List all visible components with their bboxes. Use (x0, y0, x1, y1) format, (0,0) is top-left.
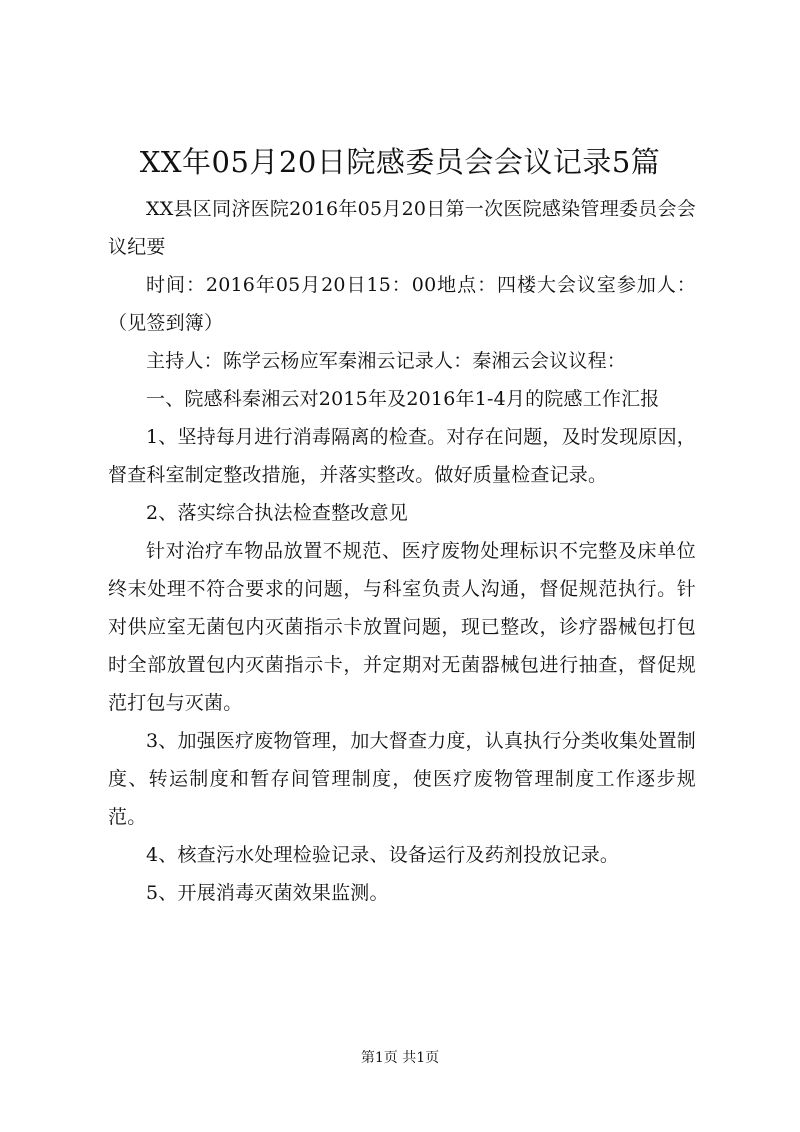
paragraph-point-5: 5、开展消毒灭菌效果监测。 (146, 882, 389, 904)
paragraph-meeting-header: XX县区同济医院2016年05月20日第一次医院感染管理委员会会议纪要 (108, 198, 696, 258)
paragraph-agenda-item-1: 一、院感科秦湘云对2015年及2016年1-4月的院感工作汇报 (146, 388, 660, 410)
paragraph-point-2: 2、落实综合执法检查整改意见 (146, 502, 408, 524)
paragraph-point-3: 3、加强医疗废物管理，加大督查力度，认真执行分类收集处置制度、转运制度和暂存间管理制度，使医疗废物管理制度工作逐步规范。 (108, 730, 696, 828)
page-footer: 第1页 共1页 (360, 1050, 440, 1066)
paragraph-point-2-detail: 针对治疗车物品放置不规范、医疗废物处理标识不完整及床单位终末处理不符合要求的问题，与科室负责人沟通，督促规范执行。针对供应室无菌包内灭菌指示卡放置问题，现已整改，诊疗器械包打包时全部放置包内灭菌指示卡，并定期对无菌器械包进行抽查，督促规范打包与灭菌。 (108, 540, 696, 714)
paragraph-time-location: 时间：2016年05月20日15：00地点：四楼大会议室参加人：（见签到簿） (108, 274, 696, 334)
paragraph-point-4: 4、核查污水处理检验记录、设备运行及药剂投放记录。 (146, 844, 620, 866)
paragraph-point-1: 1、坚持每月进行消毒隔离的检查。对存在问题，及时发现原因，督查科室制定整改措施，并落实整改。做好质量检查记录。 (108, 426, 696, 486)
document-body (108, 190, 696, 912)
document-title: XX年05月20日院感委员会会议记录5篇 (139, 145, 661, 179)
paragraph-host-recorder: 主持人：陈学云杨应军秦湘云记录人：秦湘云会议议程： (146, 350, 627, 372)
